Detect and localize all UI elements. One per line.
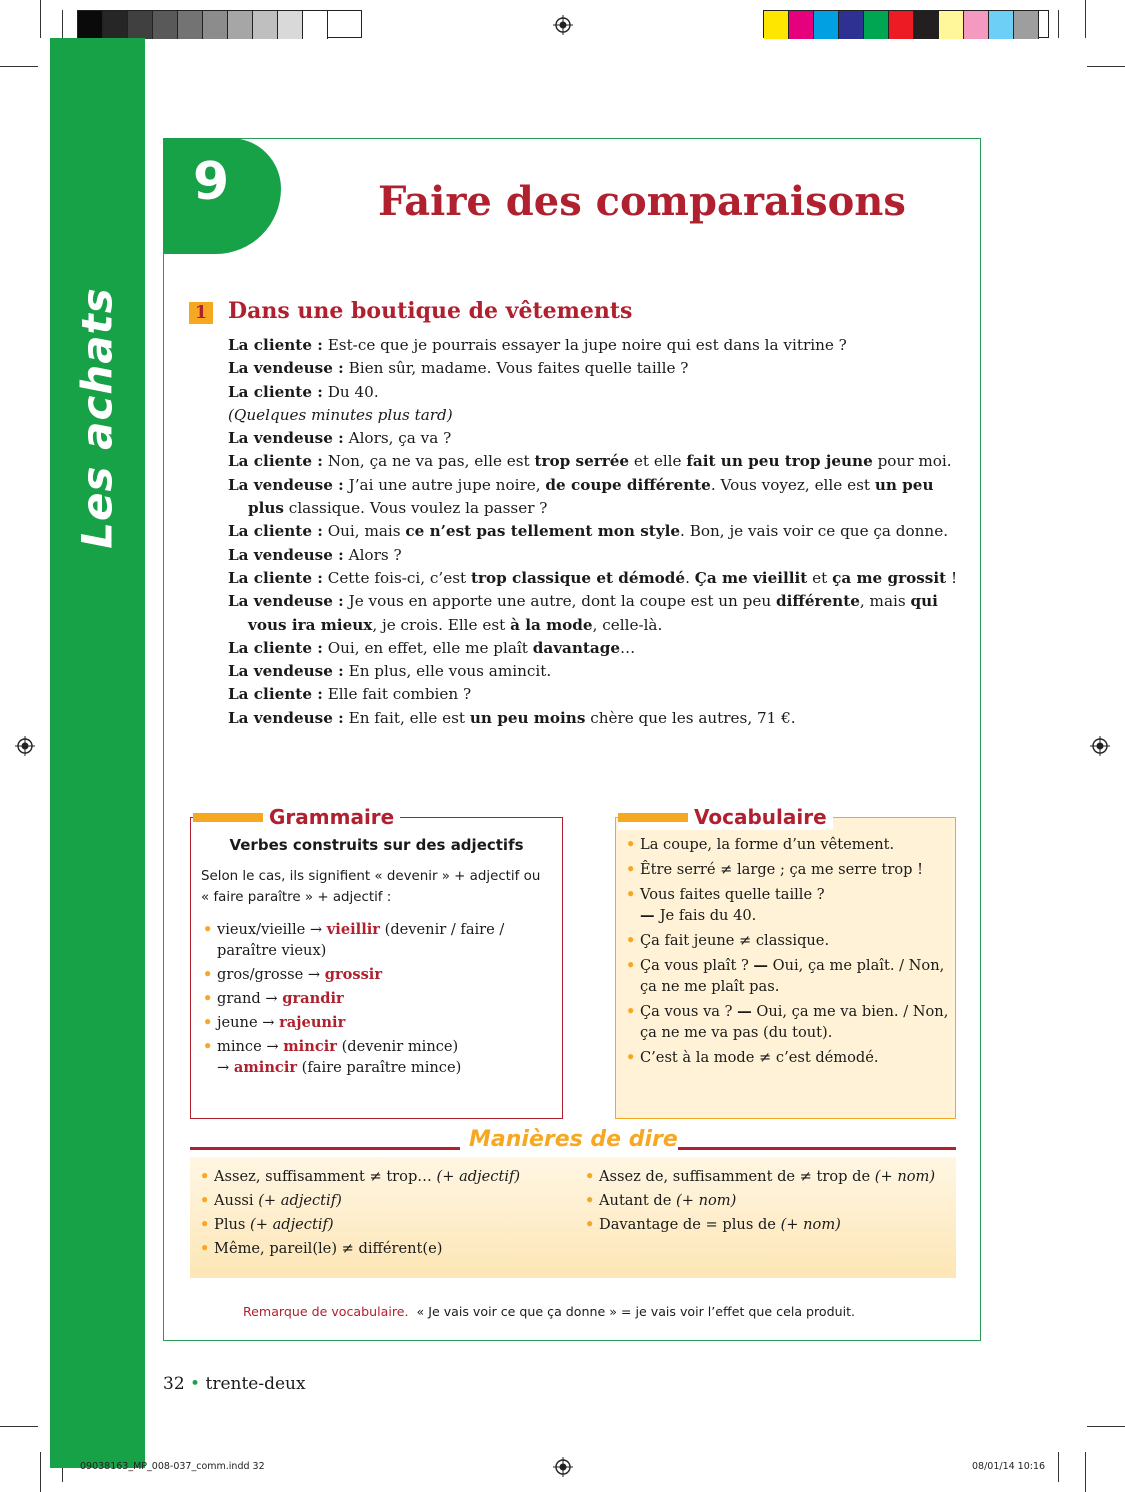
color-swatch [764, 11, 789, 39]
vocabulary-list [624, 834, 949, 1072]
grammar-box-header [193, 804, 400, 830]
section-title: Dans une boutique de vêtements [228, 298, 633, 324]
text-run: Être serré ≠ large ; ça me serre trop ! [640, 861, 923, 878]
text-run: Oui, ça me va bien. / Non, ça ne me va pas (du tout). [640, 1003, 949, 1041]
text-run: Plus [214, 1216, 251, 1233]
text-run: (+ adjectif) [258, 1192, 342, 1209]
vocabulary-box-header [618, 804, 833, 830]
dialogue-line [228, 707, 958, 730]
grammar-list-item [201, 988, 551, 1009]
text-run: vieillir [326, 921, 380, 938]
grammar-box-intro: Selon le cas, ils signifient « devenir » + adjectif ou « faire paraître » + adjectif : [201, 869, 541, 905]
dialogue-line [228, 427, 958, 450]
text-run: pour moi. [872, 452, 952, 471]
folio-dot: • [190, 1374, 201, 1394]
text-run: Du 40. [322, 382, 379, 401]
text-run: (+ adjectif) [436, 1168, 521, 1185]
text-run: trop serrée [534, 452, 630, 471]
crop-mark [0, 1426, 38, 1427]
speaker-label: La cliente : [228, 382, 323, 401]
color-calibration-bar [763, 10, 1049, 38]
slug-date: 08/01/14 10:16 [972, 1461, 1046, 1472]
text-run: Je vous en apporte une autre, dont la coupe est un peu [343, 592, 776, 611]
vocabulary-list-item [624, 884, 949, 926]
crop-mark [1085, 0, 1086, 38]
speaker-label: La vendeuse : [228, 662, 344, 681]
speaker-label: La cliente : [228, 685, 323, 704]
color-swatch [78, 11, 103, 39]
text-run: ça me grossit [832, 568, 947, 587]
dialogue-line [228, 520, 958, 543]
color-swatch [303, 11, 328, 39]
color-swatch [253, 11, 278, 39]
manieres-list-item [198, 1213, 578, 1237]
grammar-box-subtitle: Verbes construits sur des adjectifs [229, 836, 524, 854]
manieres-list-left [198, 1165, 578, 1261]
manieres-title: Manières de dire [469, 1127, 678, 1152]
speaker-label: La vendeuse : [228, 359, 344, 378]
text-run: Oui, mais [322, 522, 406, 541]
text-run: un peu plus [248, 475, 934, 518]
vocabulary-list-item [624, 955, 949, 997]
text-run: — [753, 957, 769, 974]
grammar-list-item [201, 964, 551, 985]
page-folio [163, 1374, 306, 1394]
text-run: . [685, 568, 695, 587]
text-run: , mais [859, 592, 911, 611]
vocabulary-list-item [624, 930, 949, 951]
header-bar [618, 813, 688, 822]
text-run: Oui, en effet, elle me plaît [322, 638, 533, 657]
speaker-label: La cliente : [228, 568, 323, 587]
text-run: Assez, suffisamment ≠ trop… [214, 1168, 437, 1185]
text-run: Alors, ça va ? [343, 429, 452, 448]
text-run: grand → [217, 990, 283, 1007]
text-run: Bien sûr, madame. Vous faites quelle taille ? [343, 359, 689, 378]
color-swatch [989, 11, 1014, 39]
text-run: , je crois. Elle est [372, 615, 511, 634]
text-run: gros/grosse → [217, 966, 325, 983]
color-swatch [1014, 11, 1039, 39]
text-run: Oui, ça me plaît. / Non, ça ne me plaît pas. [640, 957, 945, 995]
color-swatch [278, 11, 303, 39]
text-run: (+ nom) [780, 1216, 841, 1233]
text-run: Ça vous plaît ? [640, 957, 754, 974]
dialogue-line [228, 660, 958, 683]
crop-mark [1087, 1426, 1125, 1427]
text-run: (devenir mince) [336, 1038, 459, 1055]
color-swatch [128, 11, 153, 39]
text-run: (+ nom) [874, 1168, 936, 1185]
text-run: Est-ce que je pourrais essayer la jupe noire qui est dans la vitrine ? [322, 336, 847, 354]
text-run: (+ nom) [676, 1192, 737, 1209]
vocabulary-box-title: Vocabulaire [694, 805, 827, 829]
vocabulary-list-item [624, 859, 949, 880]
text-run: ce n’est pas tellement mon style [405, 522, 681, 541]
color-swatch [203, 11, 228, 39]
page-title: Faire des comparaisons [378, 178, 906, 225]
text-run: Autant de [599, 1192, 677, 1209]
text-run: de coupe différente [545, 475, 711, 494]
registration-mark-icon [15, 736, 35, 756]
text-run: vieux/vieille → [217, 921, 327, 938]
text-run: La coupe, la forme d’un vêtement. [640, 836, 895, 853]
crop-mark [40, 0, 41, 38]
text-run: trop classique et démodé [470, 568, 686, 587]
manieres-list-item [583, 1213, 953, 1237]
dialogue-line [228, 544, 958, 567]
text-run: Ça me vieillit [694, 568, 808, 587]
text-run: jeune → [217, 1014, 280, 1031]
dialogue-line [228, 334, 958, 357]
speaker-label: La vendeuse : [228, 475, 344, 494]
text-run: → [217, 1059, 234, 1076]
header-bar [193, 813, 263, 822]
text-run: et [807, 568, 833, 587]
text-run: chère que les autres, 71 €. [585, 708, 796, 727]
speaker-label: La cliente : [228, 638, 323, 657]
text-run: … [620, 638, 636, 657]
text-run: (devenir / faire / paraître vieux) [217, 921, 505, 959]
speaker-label: La cliente : [228, 336, 323, 354]
text-run: grandir [282, 990, 344, 1007]
vocabulary-list-item [624, 834, 949, 855]
text-run: Davantage de = plus de [599, 1216, 781, 1233]
vocabulary-list-item [624, 1047, 949, 1068]
text-run: En fait, elle est [343, 708, 470, 727]
color-swatch [964, 11, 989, 39]
text-run: . Bon, je vais voir ce que ça donne. [680, 522, 949, 541]
color-swatch [153, 11, 178, 39]
text-run: à la mode [510, 615, 593, 634]
color-swatch [914, 11, 939, 39]
sidebar-band [50, 38, 145, 1468]
text-run: Même, pareil(le) ≠ différent(e) [214, 1240, 443, 1257]
text-run: rajeunir [279, 1014, 346, 1031]
grammar-box-title: Grammaire [269, 805, 395, 829]
dialogue-line [228, 683, 958, 706]
color-swatch [178, 11, 203, 39]
page-number-words: trente-deux [205, 1374, 306, 1394]
crop-mark [40, 1452, 41, 1492]
text-run: — [737, 1003, 752, 1020]
color-swatch [864, 11, 889, 39]
speaker-label: La vendeuse : [228, 708, 344, 727]
sidebar-title: Les achats [72, 287, 122, 549]
grammar-box [190, 805, 563, 1119]
text-run: mincir [283, 1038, 337, 1055]
dialogue-line [228, 357, 958, 380]
speaker-label: La cliente : [228, 452, 323, 471]
crop-mark [1085, 1452, 1086, 1492]
grammar-list-item [201, 919, 551, 961]
crop-mark [1058, 10, 1059, 38]
manieres-list-item [198, 1165, 578, 1189]
vocabulary-box [615, 805, 956, 1119]
dialogue-line [228, 567, 958, 590]
crop-mark [1087, 66, 1125, 67]
text-run: Cette fois-ci, c’est [322, 568, 471, 587]
dialogue-line [228, 381, 958, 404]
text-run: Alors ? [343, 545, 402, 564]
text-run: classique. Vous voulez la passer ? [283, 499, 548, 518]
grammar-list [201, 919, 551, 1081]
text-run: Elle fait combien ? [322, 685, 472, 704]
color-swatch [939, 11, 964, 39]
divider [678, 1147, 956, 1150]
speaker-label: La cliente : [228, 522, 323, 541]
text-run: fait un peu trop jeune [686, 452, 873, 471]
text-run: (Quelques minutes plus tard) [228, 405, 453, 424]
text-run: Assez de, suffisamment de ≠ trop de [599, 1168, 875, 1185]
text-run: (+ adjectif) [250, 1216, 334, 1233]
dialogue [228, 334, 958, 730]
text-run: différente [776, 592, 860, 611]
text-run: Aussi [214, 1192, 259, 1209]
section-number: 1 [189, 302, 213, 324]
color-swatch [814, 11, 839, 39]
dialogue-line [228, 450, 958, 473]
text-run: et elle [629, 452, 687, 471]
text-run: Ça vous va ? [640, 1003, 738, 1020]
color-swatch [789, 11, 814, 39]
crop-mark [62, 10, 63, 38]
manieres-list-item [198, 1237, 578, 1261]
color-swatch [889, 11, 914, 39]
text-run: mince → [217, 1038, 284, 1055]
registration-mark-icon [553, 15, 573, 35]
color-swatch [839, 11, 864, 39]
color-swatch [103, 11, 128, 39]
manieres-list-item [198, 1189, 578, 1213]
text-run: , celle-là. [592, 615, 663, 634]
grammar-list-item [201, 1036, 551, 1078]
speaker-label: La vendeuse : [228, 429, 344, 448]
dialogue-line [228, 637, 958, 660]
registration-mark-icon [1090, 736, 1110, 756]
divider [190, 1147, 460, 1150]
text-run: (faire paraître mince) [297, 1059, 462, 1076]
grayscale-calibration-bar [77, 10, 362, 38]
chapter-number: 9 [193, 152, 230, 212]
crop-mark [1058, 1452, 1059, 1482]
text-run: amincir [233, 1059, 298, 1076]
slug-filename: 09038163_MP_008-037_comm.indd 32 [80, 1461, 265, 1472]
text-run: En plus, elle vous amincit. [343, 662, 552, 681]
crop-mark [0, 66, 38, 67]
manieres-list-item [583, 1165, 953, 1189]
text-run: Vous faites quelle taille ? [640, 886, 825, 903]
text-run: J’ai une autre jupe noire, [343, 475, 546, 494]
dialogue-line [228, 474, 958, 521]
text-run: un peu moins [469, 708, 586, 727]
text-run: Je fais du 40. [659, 907, 757, 924]
speaker-label: La vendeuse : [228, 592, 344, 611]
text-run: davantage [532, 638, 621, 657]
text-run: Non, ça ne va pas, elle est [322, 452, 535, 471]
dialogue-line [228, 404, 958, 427]
text-run: — [640, 907, 660, 924]
text-run: ! [946, 568, 958, 587]
grammar-list-item [201, 1012, 551, 1033]
dialogue-line [228, 590, 958, 637]
remark-label: Remarque de vocabulaire. [243, 1304, 409, 1319]
text-run: qui vous ira mieux [248, 592, 938, 634]
color-swatch [228, 11, 253, 39]
manieres-list-right [583, 1165, 953, 1237]
manieres-box [190, 1157, 956, 1278]
vocabulary-remark [243, 1304, 855, 1319]
remark-text: « Je vais voir ce que ça donne » = je vais voir l’effet que cela produit. [416, 1304, 856, 1319]
vocabulary-list-item [624, 1001, 949, 1043]
text-run: . Vous voyez, elle est [710, 475, 875, 494]
text-run: C’est à la mode ≠ c’est démodé. [640, 1049, 879, 1066]
page-number: 32 [163, 1374, 185, 1394]
text-run: grossir [324, 966, 383, 983]
speaker-label: La vendeuse : [228, 545, 344, 564]
registration-mark-icon [553, 1457, 573, 1477]
text-run: Ça fait jeune ≠ classique. [640, 932, 830, 949]
manieres-list-item [583, 1189, 953, 1213]
